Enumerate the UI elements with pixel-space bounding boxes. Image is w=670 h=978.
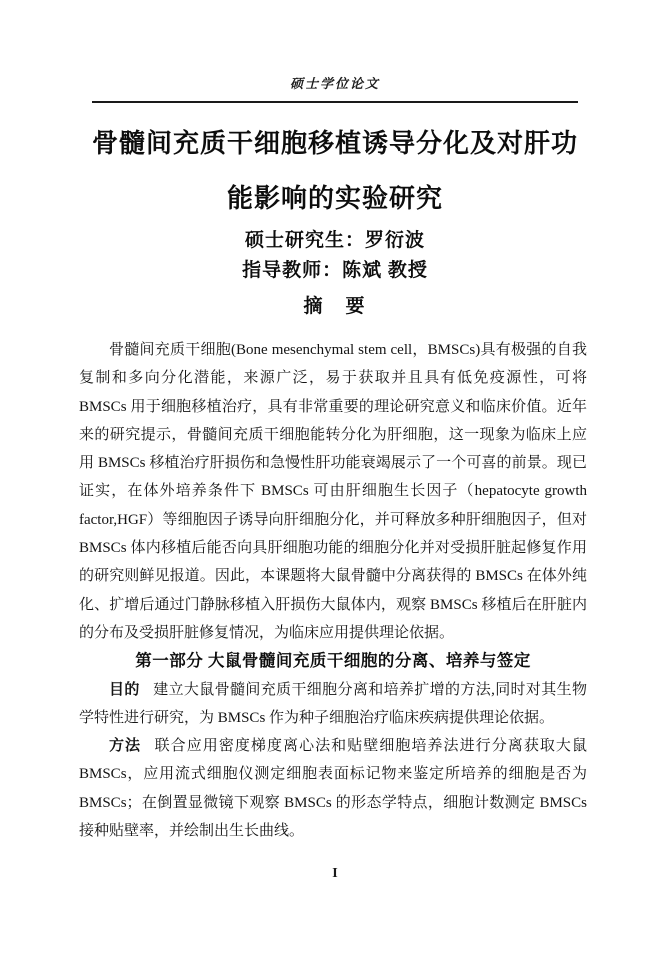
thesis-title-line-1: 骨髓间充质干细胞移植诱导分化及对肝功	[91, 129, 578, 158]
method-label: 方法	[109, 738, 142, 755]
running-head: 硕士学位论文	[289, 76, 380, 91]
header-rule	[92, 101, 578, 103]
section-1-heading: 第一部分 大鼠骨髓间充质干细胞的分离、培养与签定	[135, 651, 531, 671]
objective-label: 目的	[109, 681, 140, 698]
abstract-paragraph: 骨髓间充质干细胞(Bone mesenchymal stem cell，BMSCs)具有极强的自我复制和多向分化潜能，来源广泛，易于获取并且具有低免疫源性，可将 BMSCs 用于细胞移植治疗，具有非常重要的理论研究意义和临床价值。近年来的研究提示，骨髓间充质干细胞能转分化为肝细胞，这一现象为临床上应用 BMSCs 移植治疗肝损伤和急慢性肝功能衰竭展示了一个可喜的前景。现已证实，在体外培养条件下 BMSCs 可由肝细胞生长因子（hepatocyte growth factor,HGF）等细胞因子诱导向肝细胞分化，并可释放多种肝细胞因子，但对 BMSCs 体内移植后能否向具肝细胞功能的细胞分化并对受损肝脏起修复作用的研究则鲜见报道。因此，本课题将大鼠骨髓中分离获得的 BMSCs 在体外纯化、扩增后通过门静脉移植入肝损伤大鼠体内，观察 BMSCs 移植后在肝脏内的分布及受损肝脏修复情况，为临床应用提供理论依据。	[79, 342, 587, 641]
advisor-line: 指导教师：陈斌 教授	[242, 260, 428, 281]
objective-paragraph	[79, 676, 587, 733]
thesis-title-line-2: 能影响的实验研究	[226, 184, 443, 213]
thesis-title	[0, 116, 670, 226]
method-text: 联合应用密度梯度离心法和贴壁细胞培养法进行分离获取大鼠 BMSCs，应用流式细胞仪测定细胞表面标记物来鉴定所培养的细胞是否为 BMSCs；在倒置显微镜下观察 BMSCs 的形态学特点，细胞计数测定 BMSCs 接种贴壁率，并绘制出生长曲线。	[79, 738, 587, 840]
page-number: I	[332, 866, 338, 881]
abstract-body	[79, 336, 587, 845]
method-paragraph	[79, 732, 587, 845]
abstract-heading: 摘 要	[303, 296, 367, 317]
objective-text: 建立大鼠骨髓间充质干细胞分离和培养扩增的方法,同时对其生物学特性进行研究，为 BMSCs 作为种子细胞治疗临床疾病提供理论依据。	[79, 681, 587, 726]
student-line: 硕士研究生：罗衍波	[244, 230, 425, 251]
